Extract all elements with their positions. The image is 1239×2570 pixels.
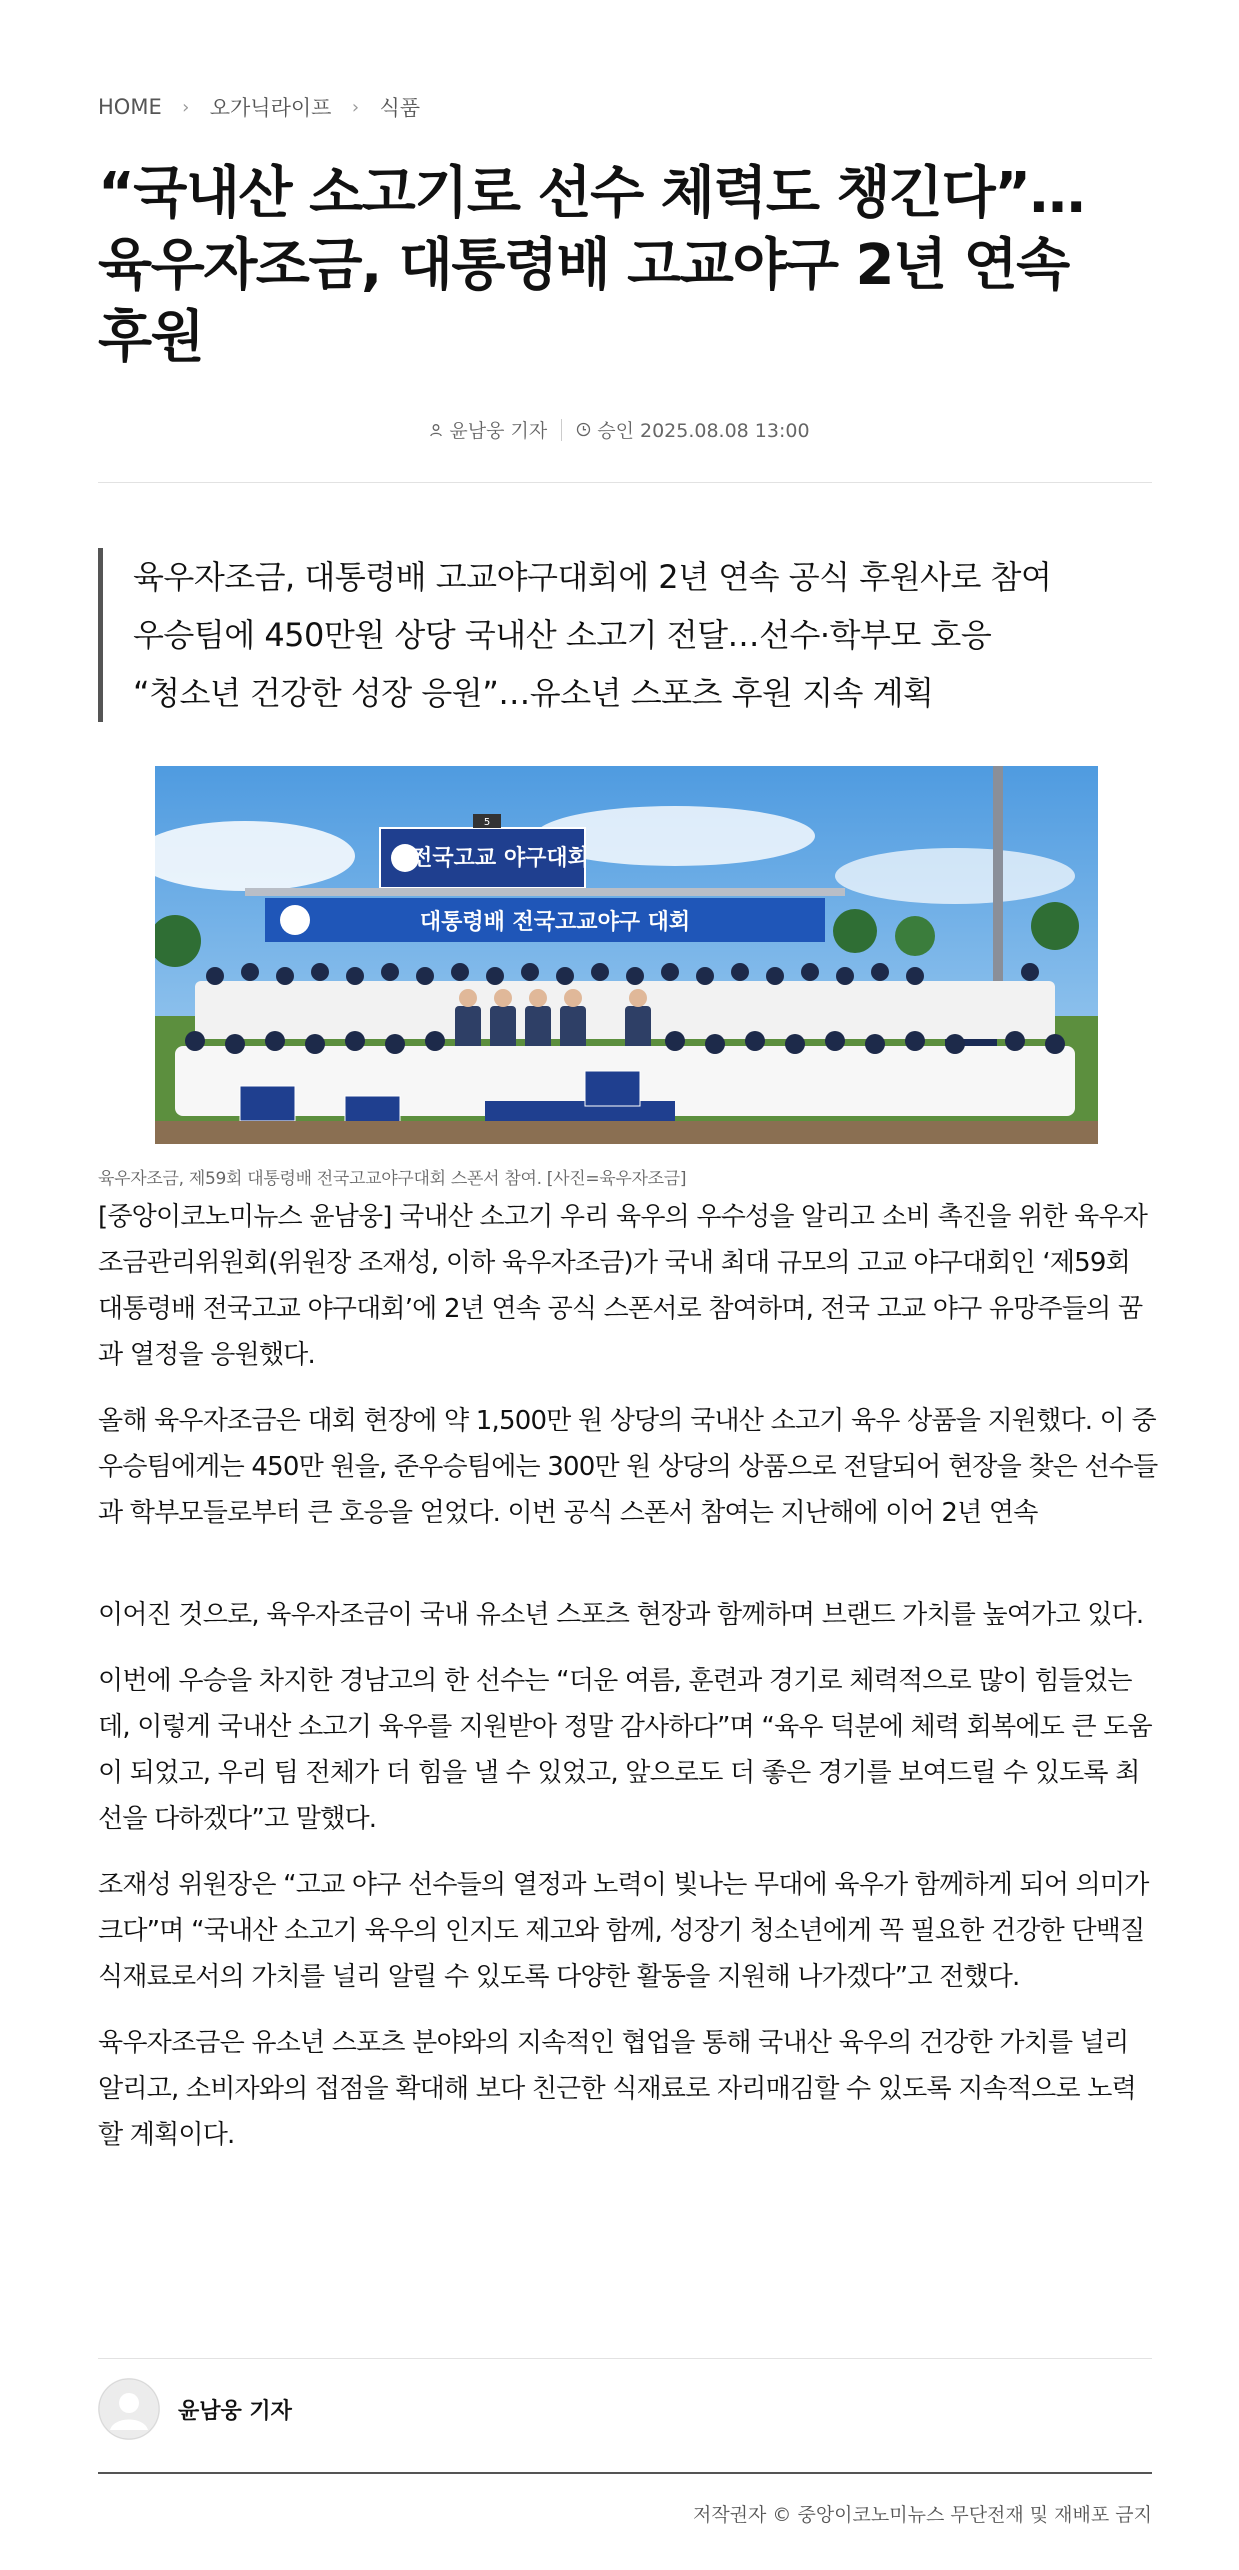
trophy-table bbox=[485, 1101, 675, 1121]
tree bbox=[1031, 902, 1079, 950]
article-paragraph: 육우자조금은 유소년 스포츠 분야와의 지속적인 협업을 통해 국내산 육우의 건강한 가치를 널리 알리고, 소비자와의 접점을 확대해 보다 친근한 식재료로 자리매김할 수 있도록 지속적으로 노력할 계획이다. bbox=[98, 2028, 1136, 2150]
top-banner-text: 전국고교 야구대회 bbox=[411, 846, 589, 871]
article-paragraph: 이번에 우승을 차지한 경남고의 한 선수는 “더운 여름, 훈련과 경기로 체력적으로 많이 힘들었는데, 이렇게 국내산 소고기 육우를 지원받아 정말 감사하다”며 “육우 덕분에 체력 회복에도 큰 도움이 되었고, 우리 팀 전체가 더 힘을 낼 수 있었고, 앞으로도 더 좋은 경기를 보여드릴 수 있도록 최선을 다하겠다”고 말했다. bbox=[98, 1666, 1152, 1834]
stage-banner-text: 대통령배 전국고교야구 대회 bbox=[419, 910, 691, 935]
title-divider bbox=[98, 482, 1152, 483]
person-icon bbox=[429, 423, 443, 437]
meta-divider bbox=[561, 419, 562, 441]
article-paragraph: [중앙이코노미뉴스 윤남웅] 국내산 소고기 우리 육우의 우수성을 알리고 소비 촉진을 위한 육우자조금관리위원회(위원장 조재성, 이하 육우자조금)가 국내 최대 규모의 고교 야구대회인 ‘제59회 대통령배 전국고교 야구대회’에 2년 연속 공식 스폰서로 참여하며, 전국 고교 야구 유망주들의 꿈과 열정을 응원했다. bbox=[98, 1202, 1148, 1370]
breadcrumb-organic-life[interactable]: 오가닉라이프 bbox=[209, 96, 332, 120]
approved-date: 승인 2025.08.08 13:00 bbox=[597, 420, 810, 442]
chevron-right-icon: › bbox=[182, 96, 190, 118]
team-photo-illustration bbox=[155, 766, 1098, 1144]
breadcrumb-food[interactable]: 식품 bbox=[379, 96, 421, 120]
article-summary bbox=[98, 548, 1152, 722]
copyright-notice: 저작권자 © 중앙이코노미뉴스 무단전재 및 재배포 금지 bbox=[692, 2504, 1152, 2526]
approved-info bbox=[576, 416, 809, 443]
stage-truss bbox=[245, 888, 845, 896]
article-paragraph: 올해 육우자조금은 대회 현장에 약 1,500만 원 상당의 국내산 소고기 육우 상품을 지원했다. 이 중 우승팀에게는 450만 원을, 준우승팀에는 300만 원 상당의 상품으로 전달되어 현장을 찾은 선수들과 학부모들로부터 큰 호응을 얻었다. 이번 공식 스폰서 참여는 지난해에 이어 2년 연속 bbox=[98, 1406, 1158, 1528]
article-meta bbox=[0, 416, 1239, 443]
clock-icon bbox=[576, 422, 591, 437]
reporter-name[interactable]: 윤남웅 기자 bbox=[449, 420, 548, 442]
footer-divider bbox=[98, 2472, 1152, 2474]
article-body bbox=[98, 1194, 1158, 2178]
article-title-line: 육우자조금, 대통령배 고교야구 2년 연속 bbox=[98, 233, 1069, 298]
award-board bbox=[585, 1071, 640, 1106]
award-board bbox=[240, 1086, 295, 1121]
chevron-right-icon: › bbox=[351, 96, 360, 118]
stage-banner-logo bbox=[280, 905, 310, 935]
breadcrumb-home[interactable]: HOME bbox=[98, 95, 162, 119]
cloud bbox=[835, 848, 1075, 904]
tree bbox=[833, 909, 877, 953]
tree bbox=[895, 916, 935, 956]
author-divider bbox=[98, 2358, 1152, 2359]
author-box[interactable] bbox=[98, 2378, 292, 2440]
light-pole bbox=[993, 766, 1003, 1016]
photo-caption: 육우자조금, 제59회 대통령배 전국고교야구대회 스폰서 참여. [사진=육우자조금] bbox=[98, 1169, 687, 1189]
breadcrumb bbox=[98, 92, 420, 122]
article-paragraph: 조재성 위원장은 “고교 야구 선수들의 열정과 노력이 빛나는 무대에 육우가 함께하게 되어 의미가 크다”며 “국내산 소고기 육우의 인지도 제고와 함께, 성장기 청소년에게 꼭 필요한 건강한 단백질 식재료로서의 가치를 널리 알릴 수 있도록 다양한 활동을 지원해 나가겠다”고 전했다. bbox=[98, 1870, 1149, 1992]
article-title-line: 후원 bbox=[98, 305, 204, 370]
reporter-info bbox=[429, 416, 547, 443]
article-title-line: “국내산 소고기로 선수 체력도 챙긴다”… bbox=[98, 161, 1085, 226]
article-title bbox=[98, 158, 1158, 374]
field-dirt bbox=[155, 1121, 1098, 1144]
scoreboard-number: 5 bbox=[483, 817, 491, 828]
summary-line: 육우자조금, 대통령배 고교야구대회에 2년 연속 공식 후원사로 참여 bbox=[133, 558, 1052, 596]
article-paragraph: 이어진 것으로, 육우자조금이 국내 유소년 스포츠 현장과 함께하며 브랜드 가치를 높여가고 있다. bbox=[98, 1600, 1144, 1630]
summary-line: “청소년 건강한 성장 응원”…유소년 스포츠 후원 지속 계획 bbox=[133, 674, 934, 712]
article-photo[interactable] bbox=[155, 766, 1098, 1144]
author-name[interactable]: 윤남웅 기자 bbox=[178, 2398, 292, 2424]
summary-line: 우승팀에 450만원 상당 국내산 소고기 전달…선수·학부모 호응 bbox=[133, 616, 992, 654]
default-avatar-icon bbox=[98, 2378, 160, 2440]
